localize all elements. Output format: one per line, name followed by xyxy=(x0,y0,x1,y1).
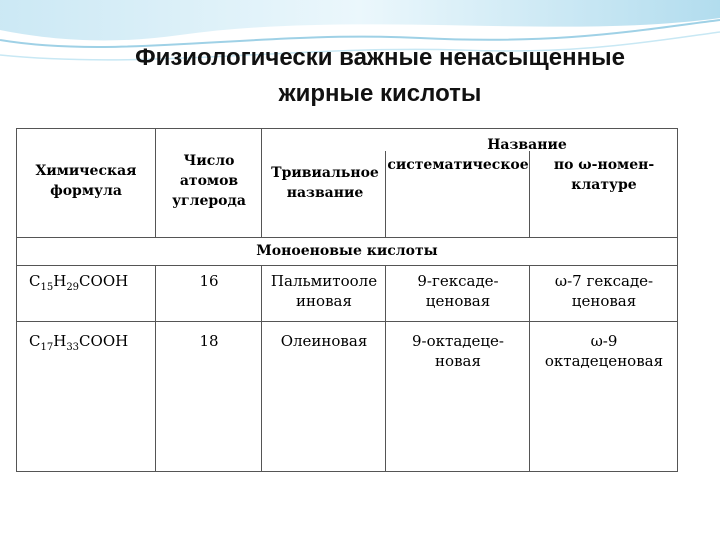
header-carbon-count: Число атомов углерода xyxy=(172,153,246,209)
header-omega-line-1: по ω-номен- xyxy=(553,157,655,173)
table-rule-header xyxy=(17,237,677,238)
header-trivial-name: Тривиальное название xyxy=(271,165,379,201)
formula-sub-c: 15 xyxy=(40,282,54,293)
table-row-2-systematic xyxy=(387,331,529,371)
table-col-divider-4b xyxy=(529,265,530,471)
header-omega-nomenclature xyxy=(531,155,677,195)
omega-line-2: ценовая xyxy=(571,292,637,310)
header-name-group: Название xyxy=(487,137,567,153)
table-row-1-carbons: 16 xyxy=(199,272,219,290)
section-title: Моноеновые кислоты xyxy=(256,243,438,259)
table-col-divider-2 xyxy=(261,129,262,237)
systematic-line-2: ценовая xyxy=(425,292,491,310)
formula-c: C xyxy=(29,272,41,290)
formula-c: C xyxy=(29,332,41,350)
systematic-line-1: 9-гексаде- xyxy=(417,272,499,290)
header-systematic: систематическое xyxy=(387,157,529,173)
table-row-1-trivial xyxy=(263,271,385,311)
systematic-line-2: новая xyxy=(435,352,481,370)
table-row-1-systematic xyxy=(387,271,529,311)
table-row-1-formula xyxy=(29,271,153,298)
omega-line-1: ω-9 xyxy=(590,332,618,350)
fatty-acids-table xyxy=(16,128,678,472)
table-rule-row1 xyxy=(17,321,677,322)
formula-sub-h: 29 xyxy=(66,282,80,293)
table-row-2-carbons: 18 xyxy=(199,332,219,350)
table-row-2-formula xyxy=(29,331,153,358)
trivial-line-1: Пальмитооле xyxy=(270,272,378,290)
formula-h: H xyxy=(53,272,67,290)
table-row-2-omega xyxy=(531,331,677,371)
slide-title xyxy=(40,40,720,112)
omega-line-1: ω-7 гексаде- xyxy=(554,272,654,290)
systematic-line-1: 9-октадеце- xyxy=(412,332,504,350)
formula-cooh: COOH xyxy=(79,332,129,350)
table-col-divider-3b xyxy=(385,265,386,471)
table-col-divider-1b xyxy=(155,265,156,471)
table-row-2-trivial xyxy=(263,331,385,351)
slide-title-line-1: Физиологически важные ненасыщенные xyxy=(135,44,625,71)
formula-sub-c: 17 xyxy=(40,342,54,353)
slide-title-line-2: жирные кислоты xyxy=(278,80,482,107)
formula-h: H xyxy=(53,332,67,350)
table-col-divider-2b xyxy=(261,265,262,471)
table-row-1-omega xyxy=(531,271,677,311)
table-col-divider-1 xyxy=(155,129,156,237)
trivial-line-2: иновая xyxy=(296,292,352,310)
header-formula: Химическая формула xyxy=(35,163,137,199)
table-rule-section xyxy=(17,265,677,266)
omega-line-2: октадеценовая xyxy=(544,352,664,370)
trivial-line-1: Олеиновая xyxy=(280,332,368,350)
header-omega-line-2: клатуре xyxy=(571,177,637,193)
table-col-divider-4 xyxy=(529,151,530,237)
formula-cooh: COOH xyxy=(79,272,129,290)
formula-sub-h: 33 xyxy=(66,342,80,353)
